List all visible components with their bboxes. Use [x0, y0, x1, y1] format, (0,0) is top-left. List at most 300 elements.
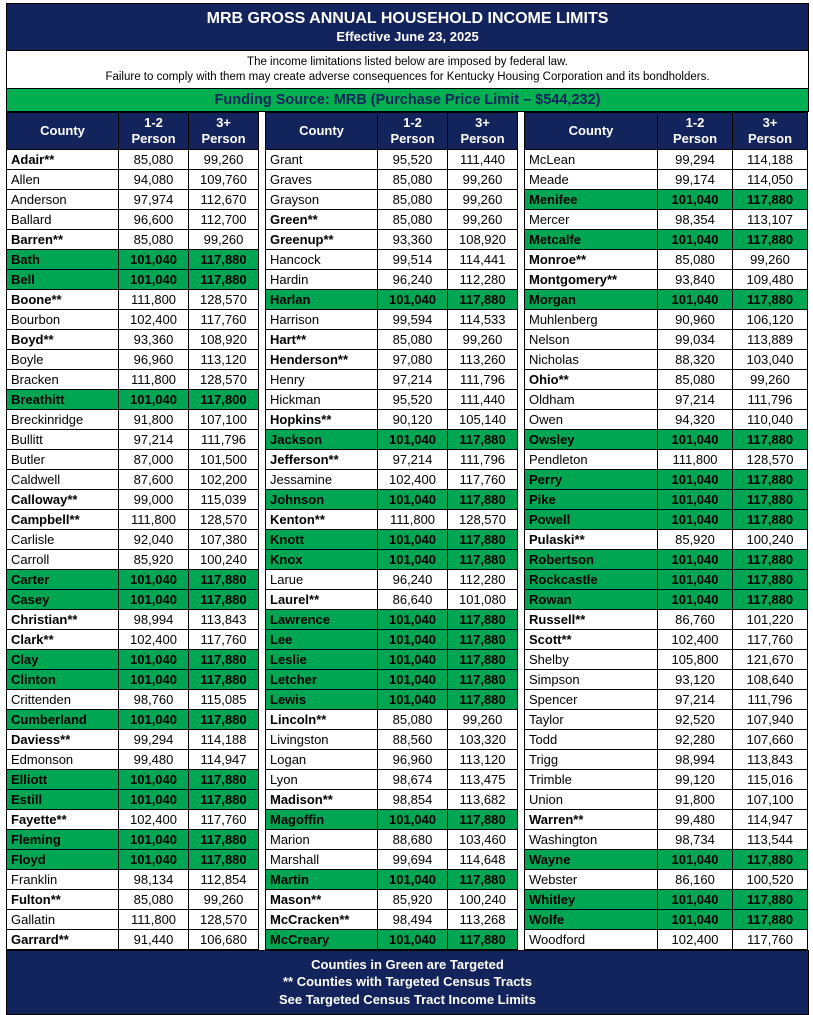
column-header-county: County: [7, 112, 119, 149]
county-row: [525, 629, 808, 649]
income-1-2-person-cell: 96,600: [119, 209, 189, 229]
title-bar: [6, 3, 809, 51]
income-1-2-person-cell: 96,240: [378, 569, 448, 589]
county-name-cell: Simpson: [525, 669, 658, 689]
income-3plus-person-cell: 113,843: [733, 749, 808, 769]
income-1-2-person-cell: 101,040: [378, 549, 448, 569]
county-row: [266, 269, 518, 289]
county-name-cell: Butler: [7, 449, 119, 469]
county-name-cell: Bell: [7, 269, 119, 289]
county-row: [266, 569, 518, 589]
income-3plus-person-cell: 117,880: [733, 229, 808, 249]
income-1-2-person-cell: 85,080: [378, 709, 448, 729]
income-table-2: [265, 112, 518, 950]
income-3plus-person-cell: 117,760: [733, 629, 808, 649]
income-3plus-person-cell: 117,880: [189, 709, 259, 729]
county-name-cell: Larue: [266, 569, 378, 589]
income-1-2-person-cell: 99,514: [378, 249, 448, 269]
income-3plus-person-cell: 117,760: [733, 929, 808, 949]
income-1-2-person-cell: 101,040: [119, 249, 189, 269]
county-name-cell: Owen: [525, 409, 658, 429]
income-3plus-person-cell: 112,280: [448, 569, 518, 589]
income-3plus-person-cell: 121,670: [733, 649, 808, 669]
county-name-cell: Knox: [266, 549, 378, 569]
county-name-cell: Christian**: [7, 609, 119, 629]
income-3plus-person-cell: 128,570: [189, 509, 259, 529]
income-3plus-person-cell: 117,880: [733, 849, 808, 869]
county-name-cell: Marshall: [266, 849, 378, 869]
county-name-cell: Ohio**: [525, 369, 658, 389]
income-1-2-person-cell: 97,974: [119, 189, 189, 209]
county-row: [525, 849, 808, 869]
county-row: [525, 349, 808, 369]
county-row: [266, 689, 518, 709]
county-name-cell: Boyd**: [7, 329, 119, 349]
county-name-cell: Washington: [525, 829, 658, 849]
county-row: [266, 209, 518, 229]
county-row: [7, 469, 259, 489]
county-name-cell: Boyle: [7, 349, 119, 369]
income-3plus-person-cell: 112,280: [448, 269, 518, 289]
income-1-2-person-cell: 101,040: [658, 189, 733, 209]
county-row: [7, 189, 259, 209]
county-row: [525, 749, 808, 769]
income-3plus-person-cell: 117,760: [189, 309, 259, 329]
income-3plus-person-cell: 113,120: [189, 349, 259, 369]
county-name-cell: Cumberland: [7, 709, 119, 729]
income-3plus-person-cell: 114,648: [448, 849, 518, 869]
income-3plus-person-cell: 117,880: [733, 569, 808, 589]
county-row: [266, 789, 518, 809]
income-3plus-person-cell: 111,440: [448, 389, 518, 409]
income-3plus-person-cell: 128,570: [448, 509, 518, 529]
income-3plus-person-cell: 117,760: [189, 629, 259, 649]
county-name-cell: Meade: [525, 169, 658, 189]
county-name-cell: Todd: [525, 729, 658, 749]
income-1-2-person-cell: 99,120: [658, 769, 733, 789]
county-row: [266, 309, 518, 329]
income-3plus-person-cell: 108,920: [189, 329, 259, 349]
income-3plus-person-cell: 117,880: [448, 549, 518, 569]
income-1-2-person-cell: 97,214: [658, 689, 733, 709]
income-1-2-person-cell: 93,360: [119, 329, 189, 349]
income-1-2-person-cell: 85,080: [378, 169, 448, 189]
income-1-2-person-cell: 85,080: [378, 329, 448, 349]
income-1-2-person-cell: 98,134: [119, 869, 189, 889]
income-1-2-person-cell: 101,040: [658, 889, 733, 909]
income-3plus-person-cell: 99,260: [189, 889, 259, 909]
income-3plus-person-cell: 117,880: [189, 669, 259, 689]
income-3plus-person-cell: 105,140: [448, 409, 518, 429]
county-row: [7, 929, 259, 949]
county-name-cell: Trigg: [525, 749, 658, 769]
income-1-2-person-cell: 101,040: [658, 229, 733, 249]
income-3plus-person-cell: 117,880: [733, 189, 808, 209]
income-3plus-person-cell: 128,570: [189, 289, 259, 309]
county-row: [525, 909, 808, 929]
county-name-cell: Floyd: [7, 849, 119, 869]
income-3plus-person-cell: 115,039: [189, 489, 259, 509]
county-name-cell: Kenton**: [266, 509, 378, 529]
county-name-cell: Scott**: [525, 629, 658, 649]
income-1-2-person-cell: 101,040: [658, 909, 733, 929]
county-row: [266, 709, 518, 729]
funding-source-label: Funding Source: MRB (Purchase Price Limit – $544,232): [214, 91, 601, 108]
county-name-cell: Hart**: [266, 329, 378, 349]
county-name-cell: Letcher: [266, 669, 378, 689]
county-row: [7, 249, 259, 269]
county-row: [266, 489, 518, 509]
county-row: [7, 409, 259, 429]
county-name-cell: Lewis: [266, 689, 378, 709]
income-1-2-person-cell: 101,040: [658, 549, 733, 569]
income-1-2-person-cell: 85,080: [658, 249, 733, 269]
income-3plus-person-cell: 111,796: [189, 429, 259, 449]
income-3plus-person-cell: 111,796: [733, 689, 808, 709]
county-name-cell: Perry: [525, 469, 658, 489]
income-1-2-person-cell: 97,214: [378, 449, 448, 469]
income-3plus-person-cell: 117,880: [733, 909, 808, 929]
county-name-cell: Carlisle: [7, 529, 119, 549]
county-name-cell: Mason**: [266, 889, 378, 909]
county-name-cell: Jefferson**: [266, 449, 378, 469]
county-name-cell: Campbell**: [7, 509, 119, 529]
county-name-cell: Fleming: [7, 829, 119, 849]
column-header-1-2-person: 1-2 Person: [378, 112, 448, 149]
income-1-2-person-cell: 101,040: [658, 849, 733, 869]
income-1-2-person-cell: 111,800: [119, 289, 189, 309]
income-1-2-person-cell: 99,694: [378, 849, 448, 869]
income-3plus-person-cell: 117,880: [448, 429, 518, 449]
county-name-cell: Allen: [7, 169, 119, 189]
county-row: [266, 189, 518, 209]
county-row: [7, 309, 259, 329]
income-3plus-person-cell: 113,544: [733, 829, 808, 849]
county-name-cell: Adair**: [7, 149, 119, 169]
income-1-2-person-cell: 101,040: [119, 849, 189, 869]
county-name-cell: Warren**: [525, 809, 658, 829]
income-3plus-person-cell: 115,085: [189, 689, 259, 709]
county-name-cell: Grant: [266, 149, 378, 169]
column-header-3plus-person: 3+ Person: [733, 112, 808, 149]
income-3plus-person-cell: 114,188: [733, 149, 808, 169]
income-1-2-person-cell: 94,320: [658, 409, 733, 429]
income-3plus-person-cell: 117,880: [733, 429, 808, 449]
county-row: [7, 909, 259, 929]
column-header-1-2-person: 1-2 Person: [119, 112, 189, 149]
income-3plus-person-cell: 99,260: [448, 329, 518, 349]
income-3plus-person-cell: 117,880: [448, 649, 518, 669]
county-name-cell: Johnson: [266, 489, 378, 509]
county-name-cell: Pulaski**: [525, 529, 658, 549]
income-3plus-person-cell: 128,570: [189, 909, 259, 929]
income-1-2-person-cell: 85,080: [378, 189, 448, 209]
income-1-2-person-cell: 88,680: [378, 829, 448, 849]
income-1-2-person-cell: 99,294: [658, 149, 733, 169]
income-3plus-person-cell: 111,796: [448, 369, 518, 389]
income-1-2-person-cell: 102,400: [119, 309, 189, 329]
income-1-2-person-cell: 91,800: [119, 409, 189, 429]
county-row: [7, 769, 259, 789]
income-3plus-person-cell: 107,100: [189, 409, 259, 429]
income-1-2-person-cell: 92,520: [658, 709, 733, 729]
county-name-cell: Fayette**: [7, 809, 119, 829]
county-row: [7, 329, 259, 349]
income-1-2-person-cell: 101,040: [378, 629, 448, 649]
income-1-2-person-cell: 99,000: [119, 489, 189, 509]
income-1-2-person-cell: 101,040: [378, 869, 448, 889]
income-3plus-person-cell: 117,880: [733, 489, 808, 509]
county-row: [525, 209, 808, 229]
income-1-2-person-cell: 91,800: [658, 789, 733, 809]
county-row: [7, 709, 259, 729]
county-row: [7, 429, 259, 449]
county-name-cell: Boone**: [7, 289, 119, 309]
income-1-2-person-cell: 101,040: [119, 649, 189, 669]
county-row: [7, 889, 259, 909]
income-1-2-person-cell: 101,040: [119, 669, 189, 689]
county-name-cell: Jessamine: [266, 469, 378, 489]
county-row: [525, 469, 808, 489]
county-name-cell: Crittenden: [7, 689, 119, 709]
income-3plus-person-cell: 112,670: [189, 189, 259, 209]
county-row: [7, 589, 259, 609]
county-row: [525, 529, 808, 549]
income-3plus-person-cell: 106,680: [189, 929, 259, 949]
county-row: [266, 629, 518, 649]
income-3plus-person-cell: 114,441: [448, 249, 518, 269]
county-name-cell: Metcalfe: [525, 229, 658, 249]
income-3plus-person-cell: 111,796: [448, 449, 518, 469]
income-3plus-person-cell: 117,760: [448, 469, 518, 489]
county-name-cell: Bath: [7, 249, 119, 269]
income-1-2-person-cell: 101,040: [658, 589, 733, 609]
county-row: [7, 629, 259, 649]
column-header-county: County: [525, 112, 658, 149]
income-1-2-person-cell: 101,040: [658, 489, 733, 509]
column-header-3plus-person: 3+ Person: [189, 112, 259, 149]
income-1-2-person-cell: 99,480: [658, 809, 733, 829]
income-1-2-person-cell: 94,080: [119, 169, 189, 189]
income-3plus-person-cell: 110,040: [733, 409, 808, 429]
income-1-2-person-cell: 97,214: [658, 389, 733, 409]
income-1-2-person-cell: 101,040: [658, 469, 733, 489]
income-1-2-person-cell: 101,040: [658, 509, 733, 529]
income-1-2-person-cell: 101,040: [119, 389, 189, 409]
income-3plus-person-cell: 112,854: [189, 869, 259, 889]
county-name-cell: Carter: [7, 569, 119, 589]
income-1-2-person-cell: 98,854: [378, 789, 448, 809]
income-1-2-person-cell: 88,320: [658, 349, 733, 369]
income-1-2-person-cell: 101,040: [378, 289, 448, 309]
income-1-2-person-cell: 101,040: [378, 929, 448, 949]
income-1-2-person-cell: 111,800: [378, 509, 448, 529]
county-row: [266, 769, 518, 789]
county-row: [266, 509, 518, 529]
income-1-2-person-cell: 91,440: [119, 929, 189, 949]
county-name-cell: Jackson: [266, 429, 378, 449]
income-3plus-person-cell: 107,380: [189, 529, 259, 549]
income-1-2-person-cell: 102,400: [658, 629, 733, 649]
income-3plus-person-cell: 106,120: [733, 309, 808, 329]
county-row: [7, 729, 259, 749]
income-3plus-person-cell: 117,880: [733, 289, 808, 309]
income-3plus-person-cell: 101,080: [448, 589, 518, 609]
county-row: [7, 689, 259, 709]
county-row: [266, 669, 518, 689]
county-name-cell: Hardin: [266, 269, 378, 289]
county-row: [7, 529, 259, 549]
county-name-cell: Union: [525, 789, 658, 809]
income-3plus-person-cell: 113,475: [448, 769, 518, 789]
county-name-cell: Henry: [266, 369, 378, 389]
county-name-cell: Owsley: [525, 429, 658, 449]
county-row: [7, 489, 259, 509]
income-3plus-person-cell: 113,260: [448, 349, 518, 369]
county-name-cell: Barren**: [7, 229, 119, 249]
income-1-2-person-cell: 93,360: [378, 229, 448, 249]
income-3plus-person-cell: 107,660: [733, 729, 808, 749]
income-1-2-person-cell: 102,400: [658, 929, 733, 949]
income-1-2-person-cell: 111,800: [119, 509, 189, 529]
county-row: [525, 569, 808, 589]
county-name-cell: Clark**: [7, 629, 119, 649]
county-row: [266, 549, 518, 569]
county-name-cell: Breckinridge: [7, 409, 119, 429]
income-1-2-person-cell: 101,040: [119, 709, 189, 729]
income-table-1: [6, 112, 259, 950]
income-1-2-person-cell: 98,734: [658, 829, 733, 849]
income-3plus-person-cell: 128,570: [733, 449, 808, 469]
county-name-cell: Lyon: [266, 769, 378, 789]
county-row: [7, 449, 259, 469]
county-row: [7, 609, 259, 629]
county-name-cell: Graves: [266, 169, 378, 189]
income-1-2-person-cell: 95,520: [378, 389, 448, 409]
income-3plus-person-cell: 117,880: [733, 509, 808, 529]
income-1-2-person-cell: 86,760: [658, 609, 733, 629]
county-name-cell: Magoffin: [266, 809, 378, 829]
income-1-2-person-cell: 97,080: [378, 349, 448, 369]
county-name-cell: Leslie: [266, 649, 378, 669]
income-1-2-person-cell: 93,840: [658, 269, 733, 289]
county-row: [266, 149, 518, 169]
county-name-cell: Marion: [266, 829, 378, 849]
county-name-cell: Whitley: [525, 889, 658, 909]
income-1-2-person-cell: 98,760: [119, 689, 189, 709]
income-1-2-person-cell: 111,800: [119, 369, 189, 389]
county-name-cell: Knott: [266, 529, 378, 549]
federal-law-notice: [6, 51, 809, 88]
income-3plus-person-cell: 117,880: [448, 629, 518, 649]
county-name-cell: Bracken: [7, 369, 119, 389]
income-3plus-person-cell: 117,880: [733, 889, 808, 909]
county-name-cell: McCracken**: [266, 909, 378, 929]
county-name-cell: Bullitt: [7, 429, 119, 449]
county-name-cell: Montgomery**: [525, 269, 658, 289]
county-name-cell: Pendleton: [525, 449, 658, 469]
income-1-2-person-cell: 85,080: [378, 209, 448, 229]
county-row: [266, 429, 518, 449]
income-3plus-person-cell: 100,240: [448, 889, 518, 909]
notice-line-2: Failure to comply with them may create adverse consequences for Kentucky Housing Corporation and its bondholders.: [105, 70, 710, 83]
county-name-cell: Wolfe: [525, 909, 658, 929]
income-3plus-person-cell: 99,260: [448, 189, 518, 209]
income-1-2-person-cell: 102,400: [378, 469, 448, 489]
county-name-cell: Calloway**: [7, 489, 119, 509]
county-name-cell: Taylor: [525, 709, 658, 729]
income-1-2-person-cell: 99,174: [658, 169, 733, 189]
income-1-2-person-cell: 85,920: [378, 889, 448, 909]
county-name-cell: Monroe**: [525, 249, 658, 269]
county-row: [525, 549, 808, 569]
county-name-cell: Pike: [525, 489, 658, 509]
income-3plus-person-cell: 117,880: [448, 529, 518, 549]
county-row: [525, 249, 808, 269]
footer-legend: [6, 950, 809, 1015]
county-row: [525, 449, 808, 469]
county-row: [525, 489, 808, 509]
income-1-2-person-cell: 86,160: [658, 869, 733, 889]
county-row: [525, 709, 808, 729]
county-row: [266, 749, 518, 769]
county-row: [7, 569, 259, 589]
income-3plus-person-cell: 101,220: [733, 609, 808, 629]
county-name-cell: Hickman: [266, 389, 378, 409]
county-row: [266, 929, 518, 949]
table-header-row: [525, 112, 808, 149]
income-3plus-person-cell: 102,200: [189, 469, 259, 489]
income-1-2-person-cell: 99,594: [378, 309, 448, 329]
income-3plus-person-cell: 99,260: [448, 169, 518, 189]
county-name-cell: Laurel**: [266, 589, 378, 609]
income-3plus-person-cell: 117,880: [448, 609, 518, 629]
income-1-2-person-cell: 101,040: [378, 809, 448, 829]
income-1-2-person-cell: 87,600: [119, 469, 189, 489]
income-1-2-person-cell: 105,800: [658, 649, 733, 669]
county-row: [266, 389, 518, 409]
income-3plus-person-cell: 99,260: [733, 369, 808, 389]
county-row: [7, 389, 259, 409]
income-3plus-person-cell: 117,880: [189, 769, 259, 789]
county-row: [525, 309, 808, 329]
county-row: [266, 289, 518, 309]
income-1-2-person-cell: 99,034: [658, 329, 733, 349]
county-row: [266, 229, 518, 249]
income-3plus-person-cell: 117,880: [189, 589, 259, 609]
county-name-cell: Caldwell: [7, 469, 119, 489]
income-1-2-person-cell: 111,800: [119, 909, 189, 929]
county-row: [7, 809, 259, 829]
income-3plus-person-cell: 117,880: [189, 649, 259, 669]
county-name-cell: Henderson**: [266, 349, 378, 369]
income-1-2-person-cell: 101,040: [119, 789, 189, 809]
county-row: [7, 209, 259, 229]
county-name-cell: Nelson: [525, 329, 658, 349]
county-row: [525, 689, 808, 709]
income-3plus-person-cell: 115,016: [733, 769, 808, 789]
funding-source-bar: [6, 88, 809, 112]
county-row: [525, 389, 808, 409]
income-3plus-person-cell: 100,240: [733, 529, 808, 549]
income-3plus-person-cell: 117,880: [189, 269, 259, 289]
income-1-2-person-cell: 101,040: [378, 529, 448, 549]
income-3plus-person-cell: 99,260: [189, 229, 259, 249]
income-1-2-person-cell: 97,214: [378, 369, 448, 389]
income-1-2-person-cell: 98,674: [378, 769, 448, 789]
income-3plus-person-cell: 108,920: [448, 229, 518, 249]
county-row: [525, 289, 808, 309]
